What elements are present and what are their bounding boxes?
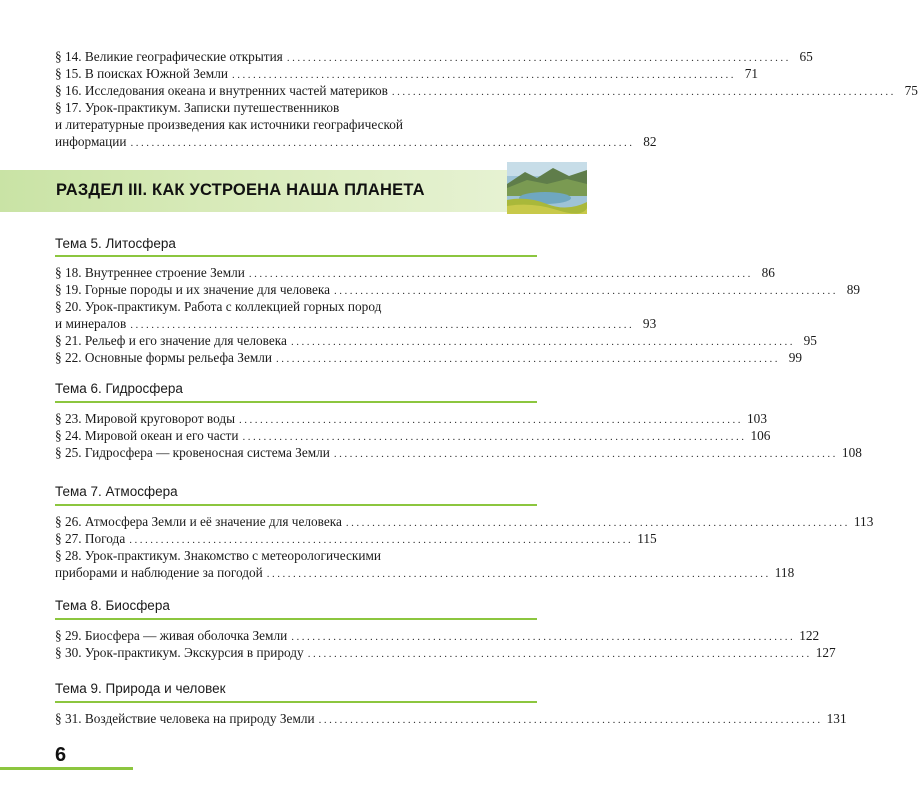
toc-entry-28-line1[interactable]: § 28. Урок-практикум. Знакомство с метеорологическими xyxy=(55,548,381,563)
topic-title-9[interactable]: Тема 9. Природа и человек xyxy=(55,681,226,696)
topic-rule xyxy=(55,701,537,703)
toc-entry-27[interactable]: § 27. Погода ................................................................................................ 115 xyxy=(55,531,657,546)
topic-rule xyxy=(55,401,537,403)
toc-entry-19[interactable]: § 19. Горные породы и их значение для человека ................................................................................................ 89 xyxy=(55,282,861,297)
toc-entry-31[interactable]: § 31. Воздействие человека на природу Земли ................................................................................................ 131 xyxy=(55,711,847,726)
footer-rule xyxy=(0,767,133,770)
toc-entry-26[interactable]: § 26. Атмосфера Земли и её значение для человека ................................................................................................ 113 xyxy=(55,514,874,529)
topic-rule xyxy=(55,618,537,620)
toc-entry-14[interactable]: § 14. Великие географические открытия ................................................................................................ 65 xyxy=(55,49,813,64)
landscape-photo xyxy=(507,162,587,214)
topic-rule xyxy=(55,504,537,506)
page-number: 6 xyxy=(55,744,67,766)
toc-entry-17-line1[interactable]: § 17. Урок-практикум. Записки путешественников xyxy=(55,100,340,115)
toc-entry-23[interactable]: § 23. Мировой круговорот воды ................................................................................................ 103 xyxy=(55,411,767,426)
toc-entry-21[interactable]: § 21. Рельеф и его значение для человека ................................................................................................ 95 xyxy=(55,333,817,348)
toc-entry-18[interactable]: § 18. Внутреннее строение Земли ................................................................................................ 86 xyxy=(55,265,775,280)
topic-title-8[interactable]: Тема 8. Биосфера xyxy=(55,598,170,613)
toc-entry-17-line2: и литературные произведения как источники географической xyxy=(55,117,404,132)
toc-entry-22[interactable]: § 22. Основные формы рельефа Земли ................................................................................................ 99 xyxy=(55,350,803,365)
section-title[interactable]: РАЗДЕЛ III. КАК УСТРОЕНА НАША ПЛАНЕТА xyxy=(56,181,425,199)
topic-rule xyxy=(55,255,537,257)
toc-entry-30[interactable]: § 30. Урок-практикум. Экскурсия в природу ................................................................................................ 127 xyxy=(55,645,836,660)
toc-entry-28[interactable]: приборами и наблюдение за погодой ................................................................................................ 118 xyxy=(55,565,795,580)
toc-entry-16[interactable]: § 16. Исследования океана и внутренних частей материков ................................................................................................ 75 xyxy=(55,83,918,98)
toc-entry-29[interactable]: § 29. Биосфера — живая оболочка Земли ................................................................................................ 122 xyxy=(55,628,820,643)
topic-title-6[interactable]: Тема 6. Гидросфера xyxy=(55,381,183,396)
toc-entry-20[interactable]: и минералов ................................................................................................ 93 xyxy=(55,316,657,331)
topic-title-7[interactable]: Тема 7. Атмосфера xyxy=(55,484,178,499)
toc-entry-25[interactable]: § 25. Гидросфера — кровеносная система Земли ................................................................................................ 108 xyxy=(55,445,862,460)
toc-entry-17[interactable]: информации ................................................................................................ 82 xyxy=(55,134,657,149)
toc-entry-15[interactable]: § 15. В поисках Южной Земли ................................................................................................ 71 xyxy=(55,66,758,81)
toc-entry-24[interactable]: § 24. Мировой океан и его части ................................................................................................ 106 xyxy=(55,428,771,443)
toc-entry-20-line1[interactable]: § 20. Урок-практикум. Работа с коллекцией горных пород xyxy=(55,299,382,314)
topic-title-5[interactable]: Тема 5. Литосфера xyxy=(55,236,176,251)
